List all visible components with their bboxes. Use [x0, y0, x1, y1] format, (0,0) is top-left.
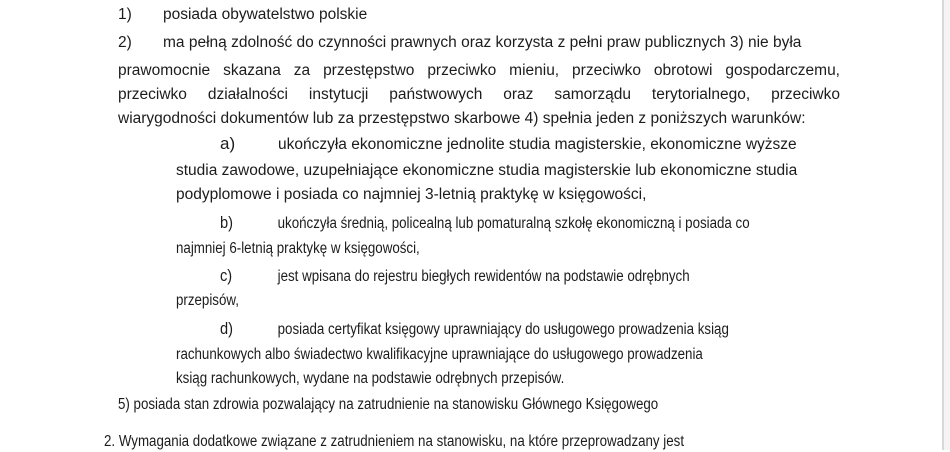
subitem-marker: d): [220, 319, 234, 338]
section-2-heading: 2. Wymagania dodatkowe związane z zatrudnieniem na stanowisku, na które przeprowadzany jest: [104, 433, 685, 450]
subitem-text: jest wpisana do rejestru biegłych rewidentów na podstawie odrębnych: [277, 268, 690, 285]
subitem-marker: c): [220, 266, 233, 285]
subitem-b: [220, 213, 750, 234]
list-item-1: [118, 5, 367, 25]
subitem-d: [220, 319, 729, 340]
subitem-text: ukończyła średnią, policealną lub pomaturalną szkołę ekonomiczną i posiada co: [277, 215, 750, 232]
list-item-2: [118, 33, 801, 53]
subitem-a-line-2: studia zawodowe, uzupełniające ekonomiczne studia magisterskie lub ekonomiczne studia: [176, 162, 798, 179]
list-item-2-line-4: wiarygodności dokumentów lub za przestępstwo skarbowe 4) spełnia jeden z poniższych warunków:: [118, 110, 806, 127]
subitem-d-line-2: rachunkowych albo świadectwo kwalifikacyjne uprawniające do usługowego prowadzenia: [176, 346, 703, 363]
list-item-text: ma pełną zdolność do czynności prawnych oraz korzysta z pełni praw publicznych 3) nie była: [163, 34, 802, 51]
subitem-c-line-2: przepisów,: [176, 292, 239, 309]
list-item-2-line-3: przeciwko działalności instytucji państwowych oraz samorządu terytorialnego, przeciwko: [118, 86, 840, 103]
list-marker: 1): [118, 6, 132, 23]
subitem-a: [220, 134, 797, 155]
subitem-c: [220, 266, 690, 287]
list-item-text: posiada obywatelstwo polskie: [163, 6, 368, 23]
page-gutter: [944, 0, 950, 450]
subitem-text: posiada certyfikat księgowy uprawniający do usługowego prowadzenia ksiąg: [277, 321, 729, 338]
subitem-d-line-3: ksiąg rachunkowych, wydane na podstawie odrębnych przepisów.: [176, 370, 565, 387]
subitem-marker: b): [220, 213, 234, 232]
subitem-b-line-2: najmniej 6-letnią praktykę w księgowości,: [176, 240, 420, 257]
subitem-marker: a): [220, 134, 236, 153]
list-item-5: 5) posiada stan zdrowia pozwalający na zatrudnienie na stanowisku Głównego Księgowego: [118, 396, 659, 413]
subitem-text: ukończyła ekonomiczne jednolite studia magisterskie, ekonomiczne wyższe: [278, 136, 797, 153]
list-item-2-line-2: prawomocnie skazana za przestępstwo przeciwko mieniu, przeciwko obrotowi gospodarczemu,: [118, 62, 840, 79]
subitem-a-line-3: podyplomowe i posiada co najmniej 3-letnią praktykę w księgowości,: [176, 186, 647, 203]
list-marker: 2): [118, 34, 132, 51]
